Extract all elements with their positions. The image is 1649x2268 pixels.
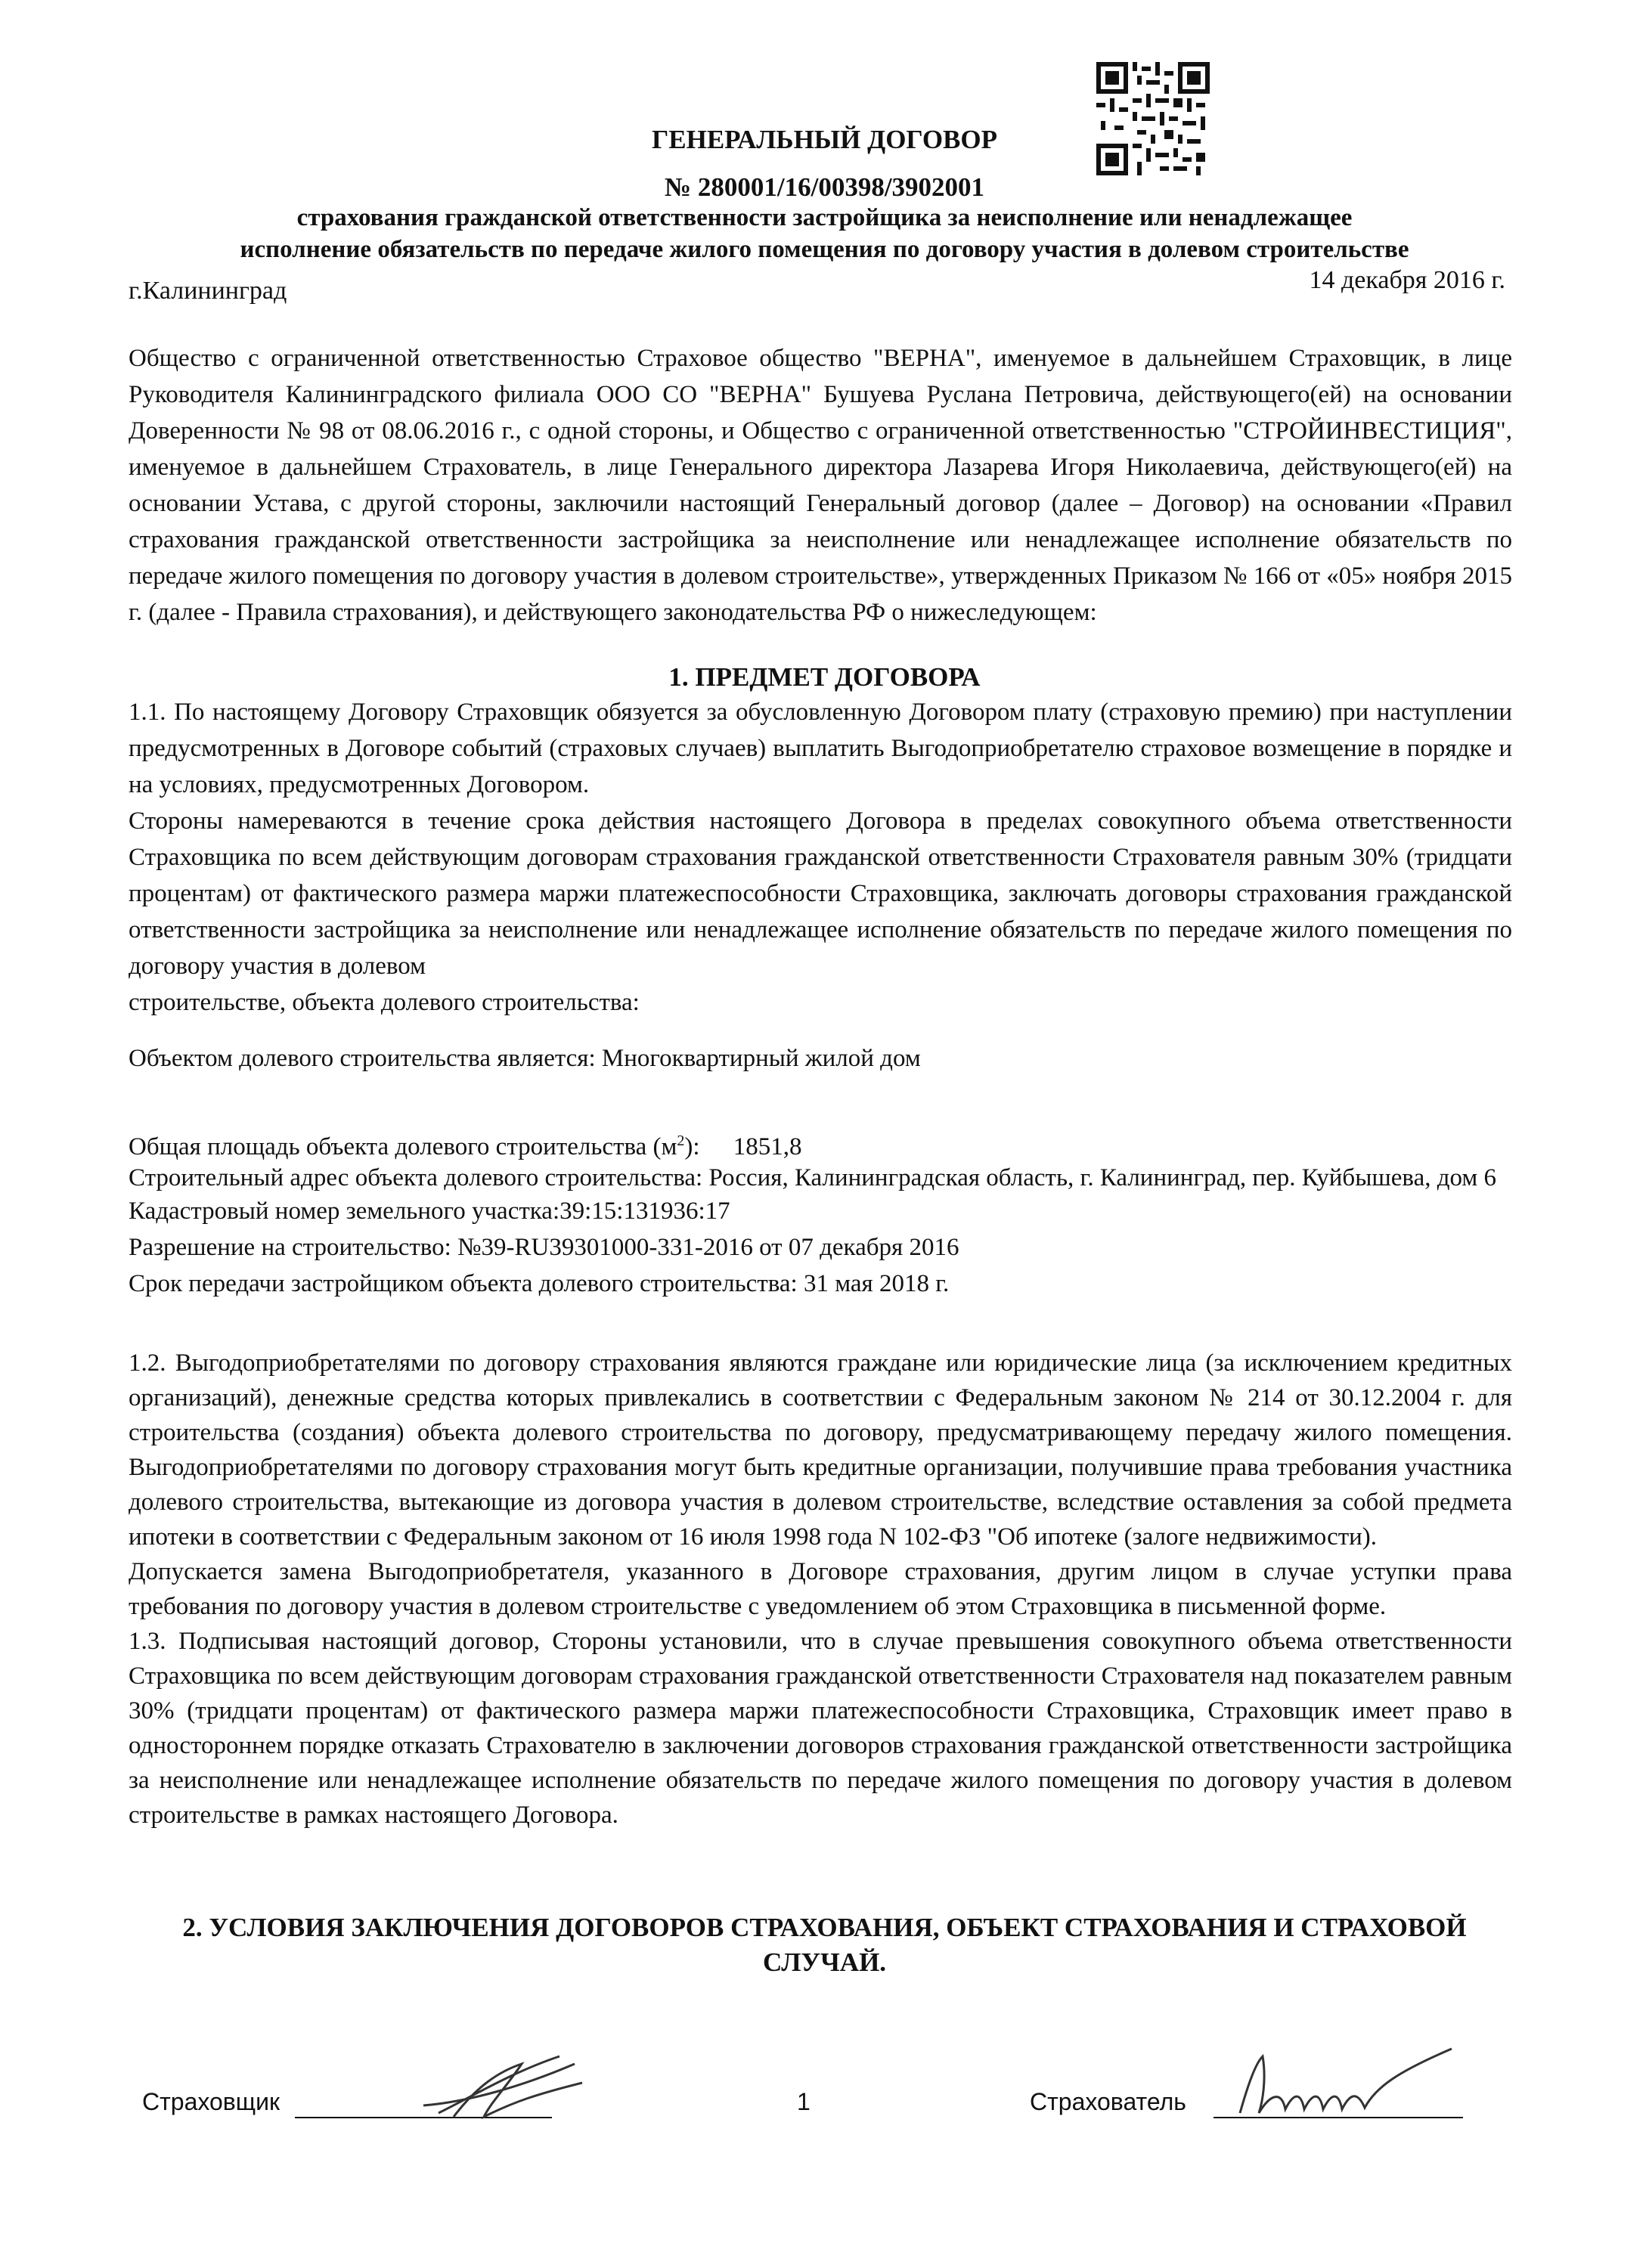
clause-1-2-replacement: Допускается замена Выгодоприобретателя, указанного в Договоре страхования, другим лицом в случае уступки права требования по договору участия в долевом строительстве с уведомлением об этом Страховщика в письменной форме. [129,1558,1512,1620]
page-number: 1 [797,2088,811,2115]
building-permit: Разрешение на строительство: №39-RU39301000-331-2016 от 07 декабря 2016 [129,1234,959,1261]
cadastral-number: Кадастровый номер земельного участка:39:15:131936:17 [129,1198,730,1225]
construction-object: Объектом долевого строительства является: Многоквартирный жилой дом [129,1045,921,1072]
insured-label: Страхователь [1030,2088,1186,2115]
insurer-label: Страховщик [142,2088,280,2115]
area-label-end: ): [684,1133,700,1160]
clause-1-1: 1.1. По настоящему Договору Страховщик обязуется за обусловленную Договором плату (страховую премию) при наступлении предусмотренных в Договоре событий (страховых случаев) выплатить Выгодоприобретателю страховое возмещение в порядке и на условиях, предусмотренных Договором. [129,699,1512,798]
handover-deadline: Срок передачи застройщиком объекта долевого строительства: 31 мая 2018 г. [129,1270,950,1297]
area-unit-exponent: 2 [677,1132,685,1149]
object-details [129,1161,1512,1300]
section-1-body [129,694,1512,1021]
clause-1-2: 1.2. Выгодоприобретателями по договору страхования являются граждане или юридические лица (за исключением кредитных организаций), денежные средства которых привлекались в соответствии с Федеральным законом № 214 от 30.12.2004 г. для строительства (создания) объекта долевого строительства по договору, предусматривающему передачу жилого помещения. Выгодоприобретателями по договору страхования могут быть кредитные организации, получившие права требования участника долевого строительства, вытекающие из договора участия в долевом строительстве, вследствие оставления за собой предмета ипотеки в соответствии с Федеральным законом от 16 июля 1998 года N 102-ФЗ "Об ипотеке (залоге недвижимости). [129,1349,1512,1551]
area-label: Общая площадь объекта долевого строительства (м [129,1133,677,1160]
subtitle-line-1: страхования гражданской ответственности застройщика за неисполнение или ненадлежащее [296,204,1353,231]
clause-1-1-end: строительстве, объекта долевого строительства: [129,989,640,1016]
section-1-heading: 1. ПРЕДМЕТ ДОГОВОРА [668,662,981,692]
clause-1-1-parties: Стороны намереваются в течение срока действия настоящего Договора в пределах совокупного объема ответственности Страховщика по всем действующим договорам страхования гражданской ответственности Страхователя равным 30% (тридцати процентам) от фактического размера маржи платежеспособности Страховщика, заключать договоры страхования гражданской ответственности застройщика за неисполнение или ненадлежащее исполнение обязательств по передаче жилого помещения по договору участия в долевом [129,807,1512,980]
area-value: 1851,8 [733,1133,802,1160]
clause-1-2-block [129,1346,1512,1833]
document-number: № 280001/16/00398/3902001 [664,172,985,202]
object-area-row [129,1132,802,1161]
qr-code [1096,62,1210,175]
section-2-heading-line-1: 2. УСЛОВИЯ ЗАКЛЮЧЕНИЯ ДОГОВОРОВ СТРАХОВАНИЯ, ОБЪЕКТ СТРАХОВАНИЯ И СТРАХОВОЙ [182,1913,1467,1942]
subtitle-line-2: исполнение обязательств по передаче жилого помещения по договору участия в долевом строительстве [240,236,1409,263]
construction-address: Строительный адрес объекта долевого строительства: Россия, Калининградская область, г. Калининград, пер. Куйбышева, дом 6 [129,1164,1497,1191]
city: г.Калининград [129,277,287,305]
insurer-signature [408,2041,605,2132]
clause-1-3: 1.3. Подписывая настоящий договор, Стороны установили, что в случае превышения совокупного объема ответственности Страховщика по всем действующим договорам страхования гражданской ответственности Страхователя над показателем равным 30% (тридцати процентам) от фактического размера маржи платежеспособности Страховщика, Страховщик имеет право в одностороннем порядке отказать Страхователю в заключении договоров страхования гражданской ответственности застройщика за неисполнение или ненадлежащее исполнение обязательств по передаче жилого помещения по договору участия в долевом строительстве в рамках настоящего Договора. [129,1628,1512,1829]
section-2-heading-line-2: СЛУЧАЙ. [762,1947,887,1977]
intro-paragraph [129,340,1512,631]
document-title: ГЕНЕРАЛЬНЫЙ ДОГОВОР [651,125,998,154]
intro-text: Общество с ограниченной ответственностью Страховое общество "ВЕРНА", именуемое в дальнейшем Страховщик, в лице Руководителя Калининградского филиала ООО СО "ВЕРНА" Бушуева Руслана Петровича, действующего(ей) на основании Доверенности № 98 от 08.06.2016 г., с одной стороны, и Общество с ограниченной ответственностью "СТРОЙИНВЕСТИЦИЯ", именуемое в дальнейшем Страхователь, в лице Генерального директора Лазарева Игоря Николаевича, действующего(ей) на основании Устава, с другой стороны, заключили настоящий Генеральный договор (далее – Договор) на основании «Правил страхования гражданской ответственности застройщика за неисполнение или ненадлежащее исполнение обязательств по передаче жилого помещения по договору участия в долевом строительстве», утвержденных Приказом № 166 от «05» ноября 2015 г. (далее - Правила страхования), и действующего законодательства РФ о нижеследующем: [129,345,1512,626]
contract-date: 14 декабря 2016 г. [1309,266,1505,294]
insured-signature [1225,2041,1467,2132]
